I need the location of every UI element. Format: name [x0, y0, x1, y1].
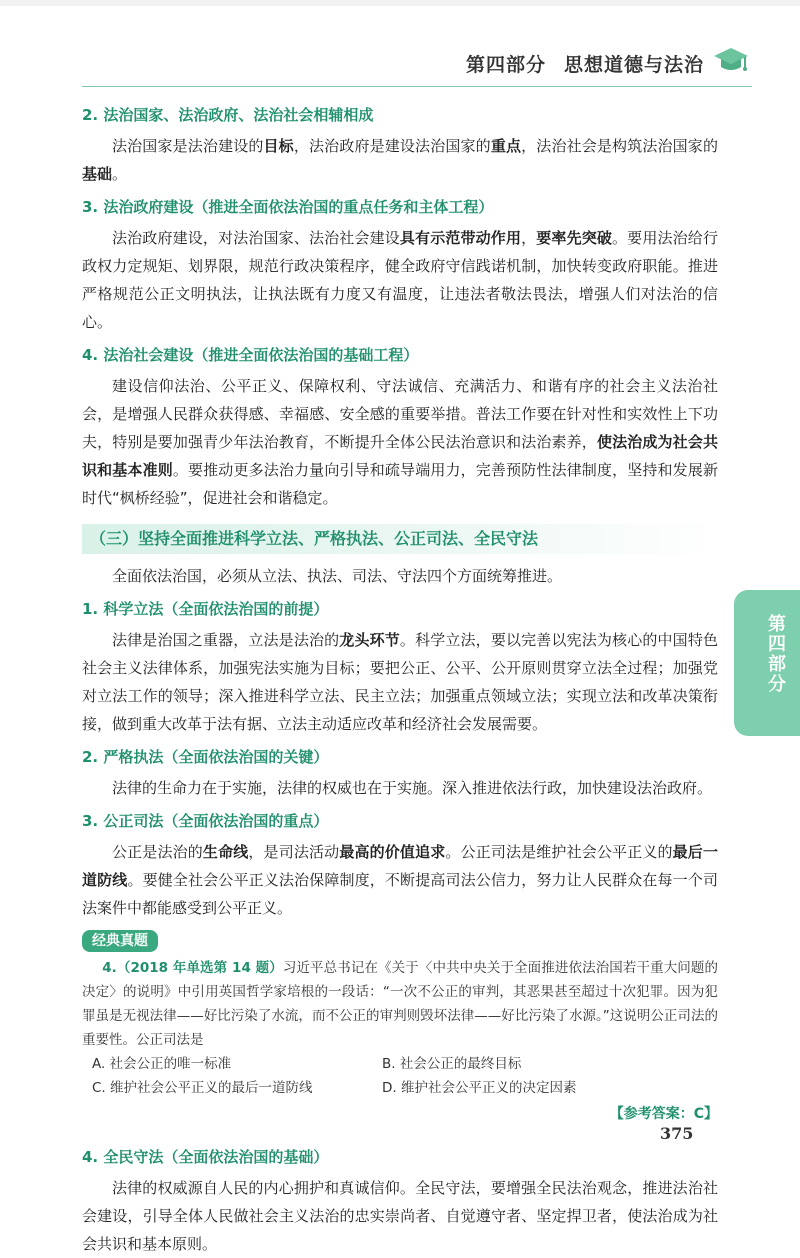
paragraph-s4: 法律的权威源自人民的内心拥护和真诚信仰。全民守法，要增强全民法治观念，推进法治社会建设，引导全体人民做社会主义法治的忠实崇尚者、自觉遵守者、坚定捍卫者，使法治成为社会共识和基本原则。 — [82, 1179, 718, 1253]
heading-2: 2. 法治国家、法治政府、法治社会相辅相成 — [82, 106, 374, 124]
subheading-1: 1. 科学立法（全面依法治国的前提） — [82, 600, 329, 618]
quiz-options — [82, 1052, 718, 1100]
heading-4: 4. 法治社会建设（推进全面依法治国的基础工程） — [82, 346, 419, 364]
paragraph-s1: 法律是治国之重器，立法是法治的龙头环节。科学立法，要以完善以宪法为核心的中国特色社会主义法律体系，加强宪法实施为目标；要把公正、公平、公开原则贯穿立法全过程；加强党对立法工作的领导；深入推进科学立法、民主立法；加强重点领域立法；实现立法和改革决策衔接，做到重大改革于法有据、立法主动适应改革和经济社会发展需要。 — [82, 631, 718, 733]
heading-3: 3. 法治政府建设（推进全面依法治国的重点任务和主体工程） — [82, 198, 494, 216]
header-part: 第四部分 — [465, 54, 546, 76]
option-c: C. 维护社会公平正义的最后一道防线 — [92, 1080, 313, 1096]
top-band — [0, 0, 800, 6]
paragraph-2: 法治国家是法治建设的目标，法治政府是建设法治国家的重点，法治社会是构筑法治国家的基础。 — [82, 137, 718, 183]
paragraph-s3: 公正是法治的生命线，是司法活动最高的价值追求。公正司法是维护社会公平正义的最后一道防线。要健全社会公平正义法治保障制度，不断提高司法公信力，努力让人民群众在每一个司法案件中都能感受到公平正义。 — [82, 843, 718, 917]
paragraph-3: 法治政府建设，对法治国家、法治社会建设具有示范带动作用，要率先突破。要用法治给行政权力定规矩、划界限，规范行政决策程序，健全政府守信践诺机制，加快转变政府职能。推进严格规范公正文明执法，让执法既有力度又有温度，让违法者敬法畏法，增强人们对法治的信心。 — [82, 229, 718, 331]
quiz-answer: 【参考答案：C】 — [609, 1106, 718, 1122]
paragraph-4: 建设信仰法治、公平正义、保障权利、守法诚信、充满活力、和谐有序的社会主义法治社会，是增强人民群众获得感、幸福感、安全感的重要举措。普法工作要在针对性和实效性上下功夫，特别是要加强青少年法治教育，不断提升全体公民法治意识和法治素养，使法治成为社会共识和基本准则。要推动更多法治力量向引导和疏导端用力，完善预防性法律制度，坚持和发展新时代“枫桥经验”，促进社会和谐稳定。 — [82, 377, 718, 507]
header-rule — [82, 86, 752, 87]
option-b: B. 社会公正的最终目标 — [382, 1056, 522, 1072]
subheading-3: 3. 公正司法（全面依法治国的重点） — [82, 812, 329, 830]
quiz-stem: 4.（2018 年单选第 14 题）习近平总书记在《关于〈中共中央关于全面推进依法治国若干重大问题的决定〉的说明》中引用英国哲学家培根的一段话：“一次不公正的审判，其恶果甚至超过十次犯罪。因为犯罪虽是无视法律——好比污染了水流，而不公正的审判则毁坏法律——好比污染了水源。”这说明公正司法的重要性。公正司法是 — [82, 960, 719, 1048]
header-subject: 思想道德与法治 — [563, 54, 704, 76]
section-heading: （三）坚持全面推进科学立法、严格执法、公正司法、全民守法 — [82, 524, 718, 554]
option-d: D. 维护社会公平正义的决定因素 — [382, 1080, 577, 1096]
quiz-number: 4.（2018 年单选第 14 题） — [102, 960, 283, 976]
running-header — [466, 50, 704, 77]
quiz-block — [82, 956, 718, 1126]
paragraph-s2: 法律的生命力在于实施，法律的权威也在于实施。深入推进依法行政，加快建设法治政府。 — [112, 779, 713, 797]
subheading-2: 2. 严格执法（全面依法治国的关键） — [82, 748, 329, 766]
option-a: A. 社会公正的唯一标准 — [92, 1056, 232, 1072]
page-number: 375 — [660, 1124, 694, 1143]
graduation-cap-icon — [712, 44, 750, 76]
page-content — [82, 96, 718, 1258]
intro-paragraph: 全面依法治国，必须从立法、执法、司法、守法四个方面统筹推进。 — [112, 567, 563, 585]
side-tab-label: 第四部分 — [765, 614, 786, 694]
subheading-4: 4. 全民守法（全面依法治国的基础） — [82, 1148, 329, 1166]
quiz-tag: 经典真题 — [82, 930, 158, 952]
